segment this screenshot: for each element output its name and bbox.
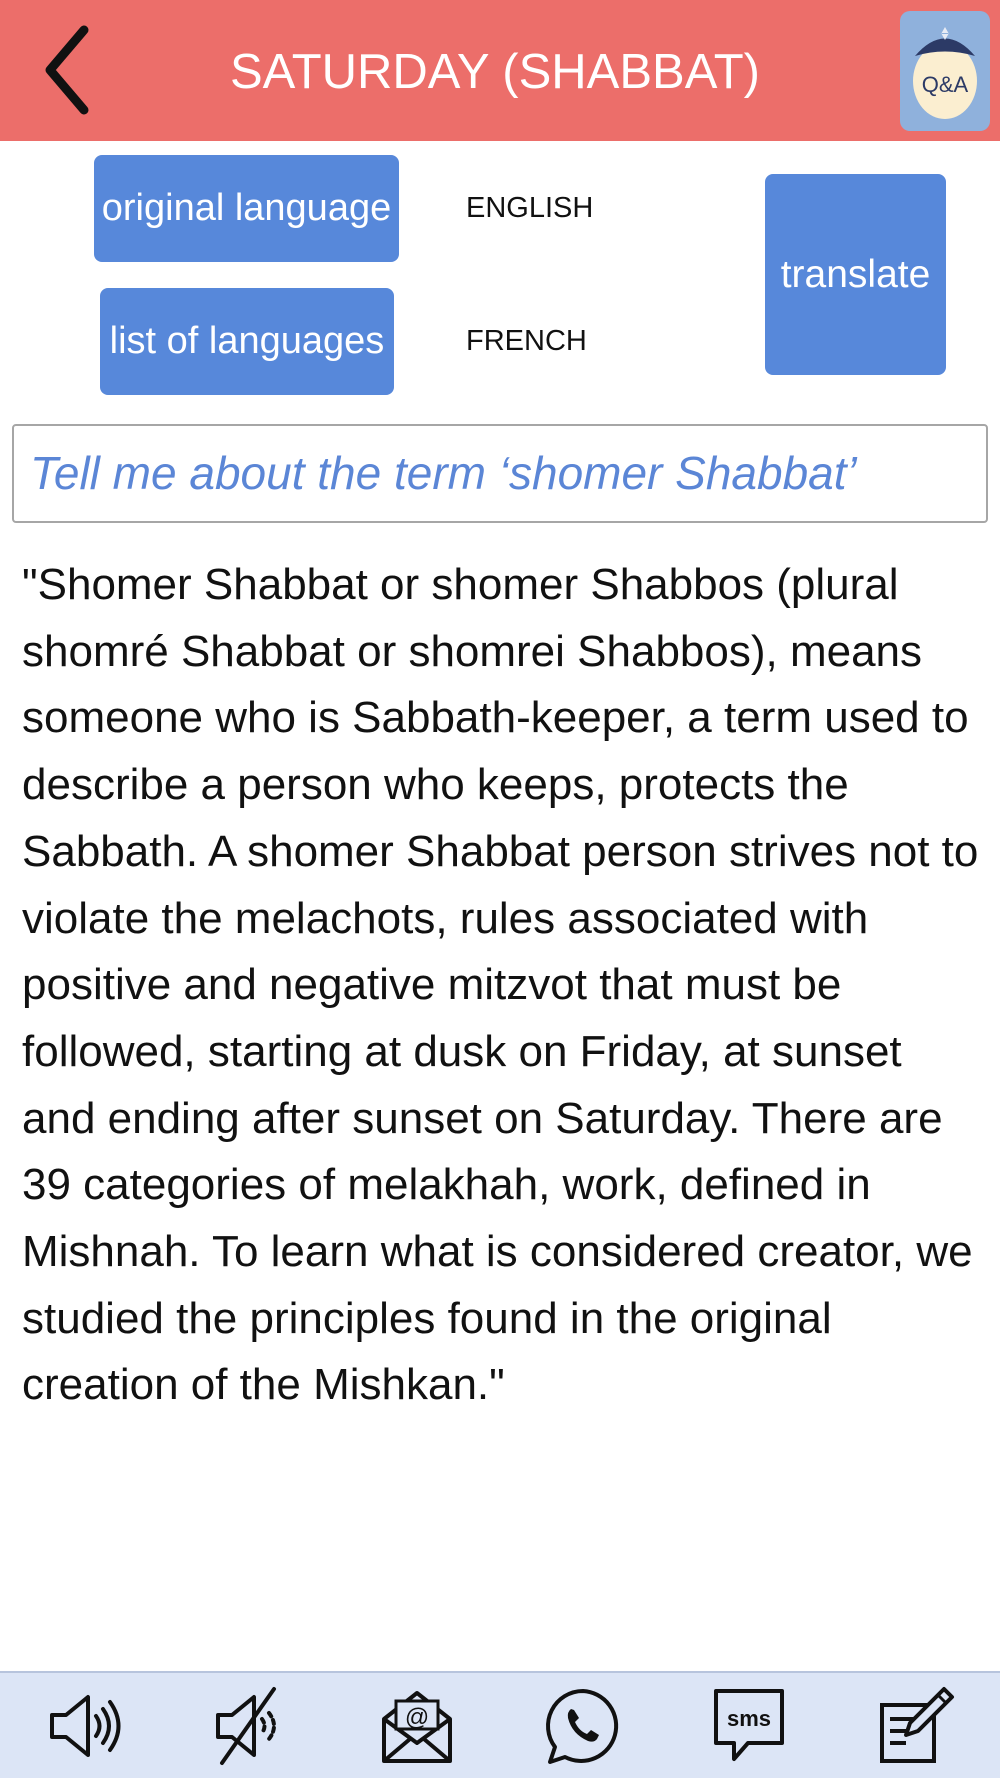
original-language-value: ENGLISH (466, 192, 594, 224)
edit-note-icon (872, 1683, 958, 1769)
kippah-qa-icon (900, 11, 990, 131)
answer-line: shomré Shabbat or shomrei Shabbos), means (22, 626, 923, 676)
header-bar (0, 0, 1000, 141)
mute-icon (208, 1683, 294, 1769)
answer-line: positive and negative mitzvot that must be (22, 960, 842, 1010)
sms-label: sms (726, 1706, 772, 1731)
sms-button[interactable] (706, 1683, 792, 1769)
email-icon (374, 1683, 460, 1769)
whatsapp-icon (540, 1683, 626, 1769)
speaker-icon (42, 1683, 128, 1769)
translate-button[interactable]: translate (765, 174, 946, 375)
qa-badge-text: Q&A (921, 72, 969, 97)
answer-line: someone who is Sabbath-keeper, a term used to (22, 693, 969, 743)
target-language-value: FRENCH (466, 325, 587, 357)
sms-icon (706, 1683, 792, 1769)
answer-line: violate the melachots, rules associated with (22, 893, 869, 943)
question-field[interactable]: Tell me about the term ‘shomer Shabbat’ (12, 424, 988, 523)
answer-line: followed, starting at dusk on Friday, at sunset (22, 1026, 902, 1076)
answer-line: 39 categories of melakhah, work, defined in (22, 1160, 871, 1210)
answer-line: Mishnah. To learn what is considered creator, we (22, 1227, 973, 1277)
answer-line: and ending after sunset on Saturday. There are (22, 1093, 943, 1143)
bottom-toolbar (0, 1671, 1000, 1778)
mute-button[interactable] (208, 1683, 294, 1769)
answer-line: describe a person who keeps, protects the (22, 760, 849, 810)
answer-line: "Shomer Shabbat or shomer Shabbos (plural (22, 560, 899, 609)
svg-text:@: @ (404, 1704, 430, 1731)
answer-line: studied the principles found in the original (22, 1293, 832, 1343)
answer-line: Sabbath. A shomer Shabbat person strives not to (22, 826, 979, 876)
original-language-button[interactable]: original language (94, 155, 399, 262)
answer-text (22, 552, 984, 1419)
whatsapp-button[interactable] (540, 1683, 626, 1769)
back-button[interactable] (40, 22, 100, 118)
list-of-languages-button[interactable]: list of languages (100, 288, 394, 395)
speak-button[interactable] (42, 1683, 128, 1769)
edit-note-button[interactable] (872, 1683, 958, 1769)
qa-button[interactable] (900, 11, 990, 131)
chevron-left-icon (40, 22, 100, 118)
page-title: SATURDAY (SHABBAT) (229, 45, 760, 99)
email-button[interactable] (374, 1683, 460, 1769)
answer-line: creation of the Mishkan." (22, 1360, 505, 1410)
